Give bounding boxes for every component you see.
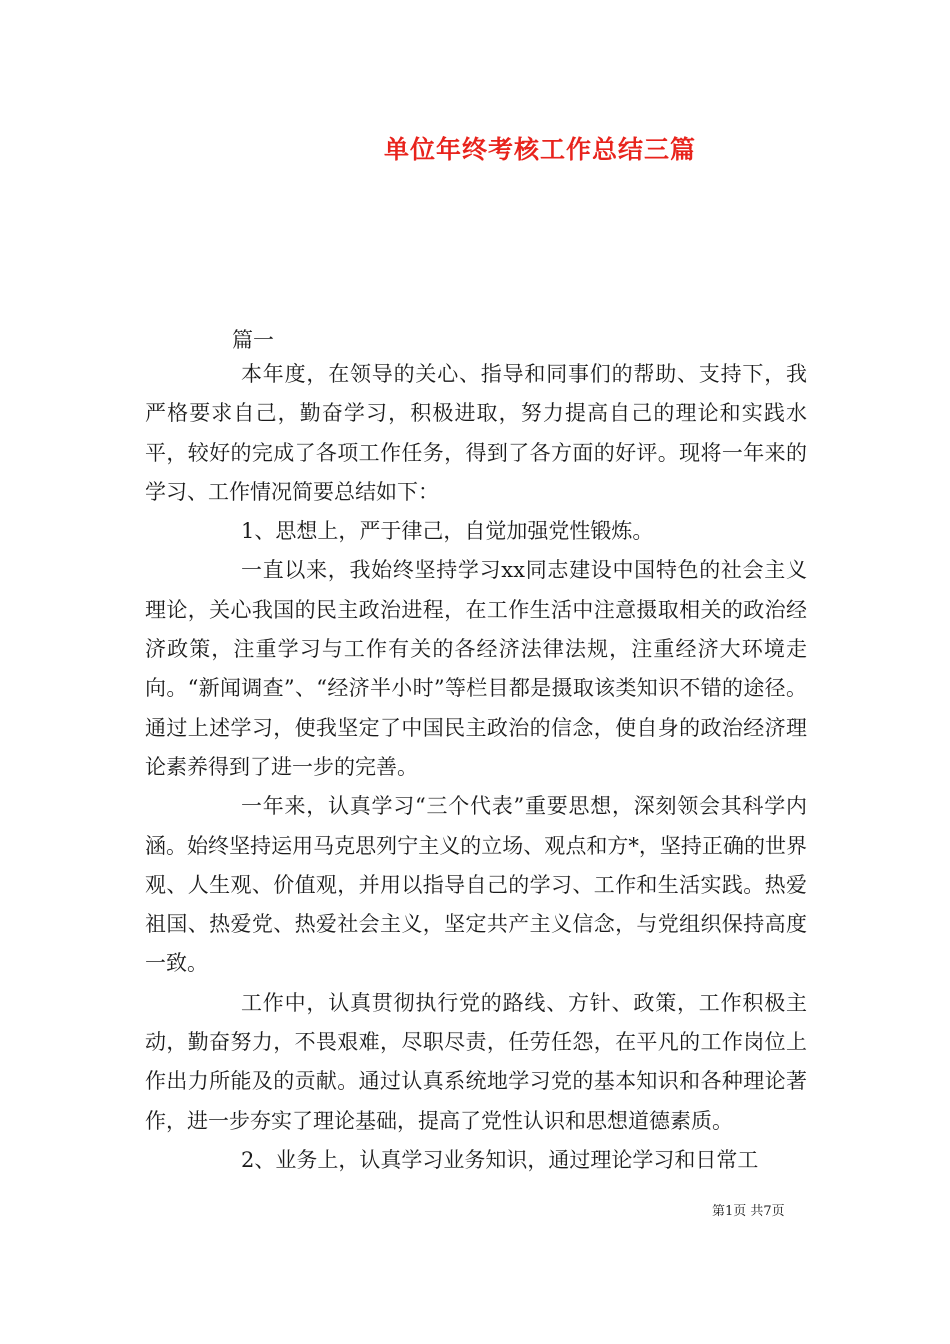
document-title: 单位年终考核工作总结三篇 (383, 135, 696, 164)
page-footer: 第1页 共7页 (712, 1204, 785, 1219)
paragraph-three-represents: 一年来，认真学习“三个代表”重要思想，深刻领会其科学内涵。始终坚持运用马克思列宁主义的立场、观点和方*，坚持正确的世界观、人生观、价值观，并用以指导自己的学习、工作和生活实践。热爱祖国、热爱党、热爱社会主义，坚定共产主义信念，与党组织保持高度一致。 (145, 794, 807, 976)
paragraph-intro: 本年度，在领导的关心、指导和同事们的帮助、支持下，我严格要求自己，勤奋学习，积极进取，努力提高自己的理论和实践水平，较好的完成了各项工作任务，得到了各方面的好评。现将一年来的学习、工作情况简要总结如下： (145, 362, 807, 504)
paragraph-heading-ideology: 1、思想上，严于律己，自觉加强党性锻炼。 (241, 519, 654, 544)
paragraph-study-theory: 一直以来，我始终坚持学习xx同志建设中国特色的社会主义理论，关心我国的民主政治进程，在工作生活中注意摄取相关的政治经济政策，注重学习与工作有关的各经济法律法规，注重经济大环境走向。“新闻调查”、“经济半小时”等栏目都是摄取该类知识不错的途径。通过上述学习，使我坚定了中国民主政治的信念，使自身的政治经济理论素养得到了进一步的完善。 (145, 558, 807, 779)
document-body (145, 355, 807, 1180)
section-label: 篇一 (232, 328, 274, 352)
paragraph-work: 工作中，认真贯彻执行党的路线、方针、政策，工作积极主动，勤奋努力，不畏艰难，尽职尽责，任劳任怨，在平凡的工作岗位上作出力所能及的贡献。通过认真系统地学习党的基本知识和各种理论著作，进一步夯实了理论基础，提高了党性认识和思想道德素质。 (145, 990, 807, 1133)
paragraph-heading-business: 2、业务上，认真学习业务知识，通过理论学习和日常工 (241, 1147, 759, 1172)
